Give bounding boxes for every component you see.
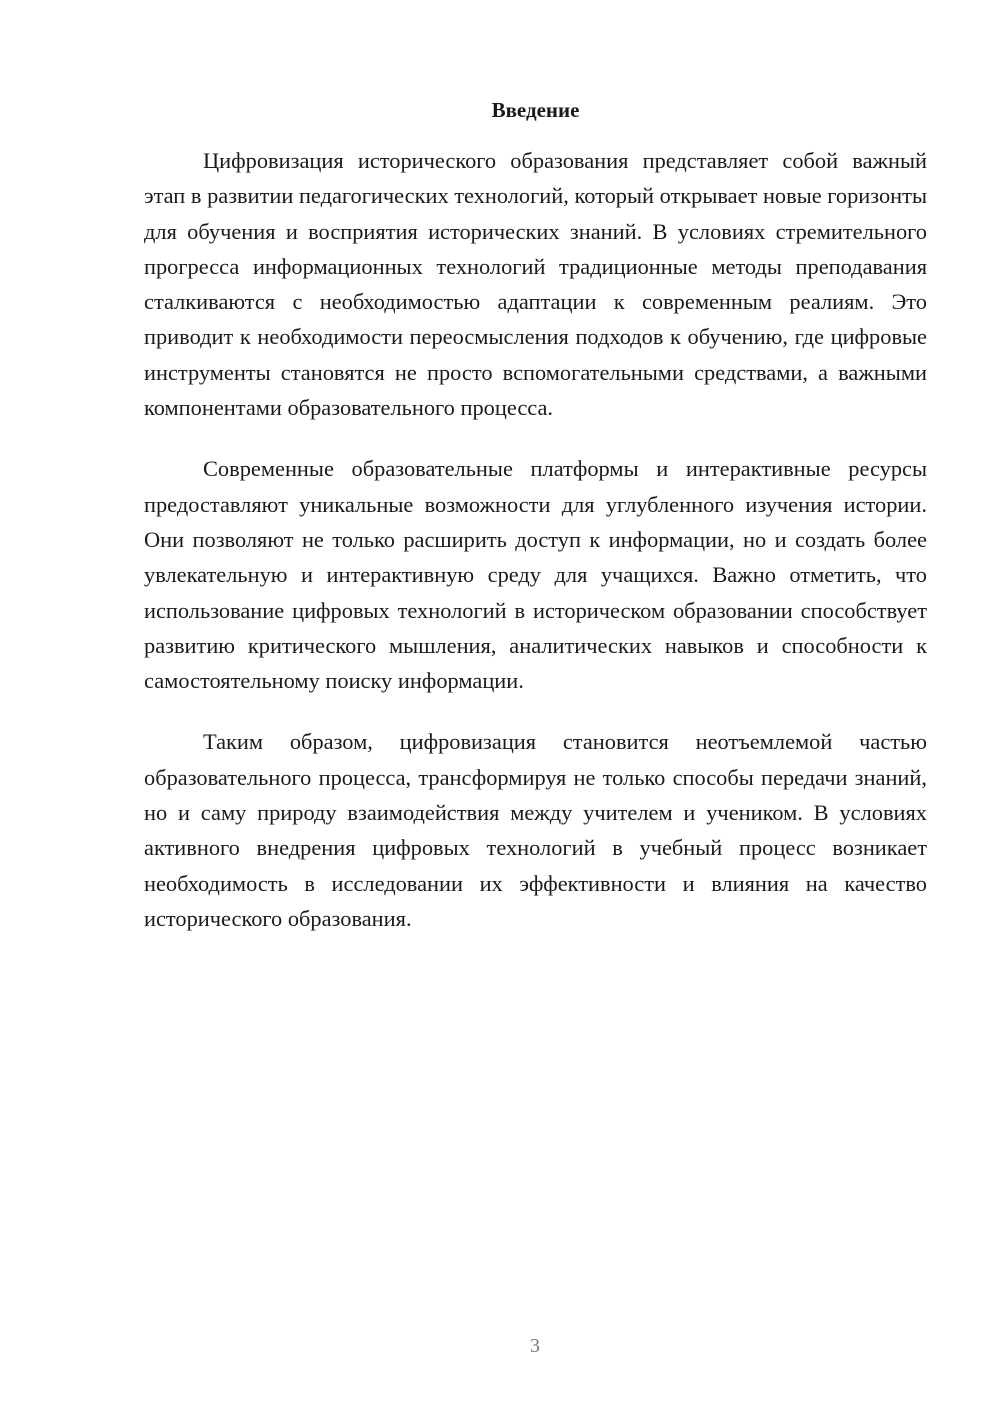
paragraph-2: Современные образовательные платформы и интерактивные ресурсы предоставляют уникальные возможности для углубленного изучения истории. Они позволяют не только расширить доступ к информации, но и создать более увлекательную и интерактивную среду для учащихся. Важно отметить, что использование цифровых технологий в историческом образовании способствует развитию критического мышления, аналитических навыков и способности к самостоятельному поиску информации. [144, 456, 927, 694]
paragraph-3: Таким образом, цифровизация становится неотъемлемой частью образовательного процесса, трансформируя не только способы передачи знаний, но и саму природу взаимодействия между учителем и учеником. В условиях активного внедрения цифровых технологий в учебный процесс возникает необходимость в исследовании их эффективности и влияния на качество исторического образования. [144, 729, 927, 931]
section-heading: Введение [491, 98, 580, 122]
paragraph-1: Цифровизация исторического образования представляет собой важный этап в развитии педагогических технологий, который открывает новые горизонты для обучения и восприятия исторических знаний. В условиях стремительного прогресса информационных технологий традиционные методы преподавания сталкиваются с необходимостью адаптации к современным реалиям. Это приводит к необходимости переосмысления подходов к обучению, где цифровые инструменты становятся не просто вспомогательными средствами, а важными компонентами образовательного процесса. [144, 148, 927, 421]
page-number: 3 [530, 1335, 540, 1357]
page-content [144, 93, 927, 962]
